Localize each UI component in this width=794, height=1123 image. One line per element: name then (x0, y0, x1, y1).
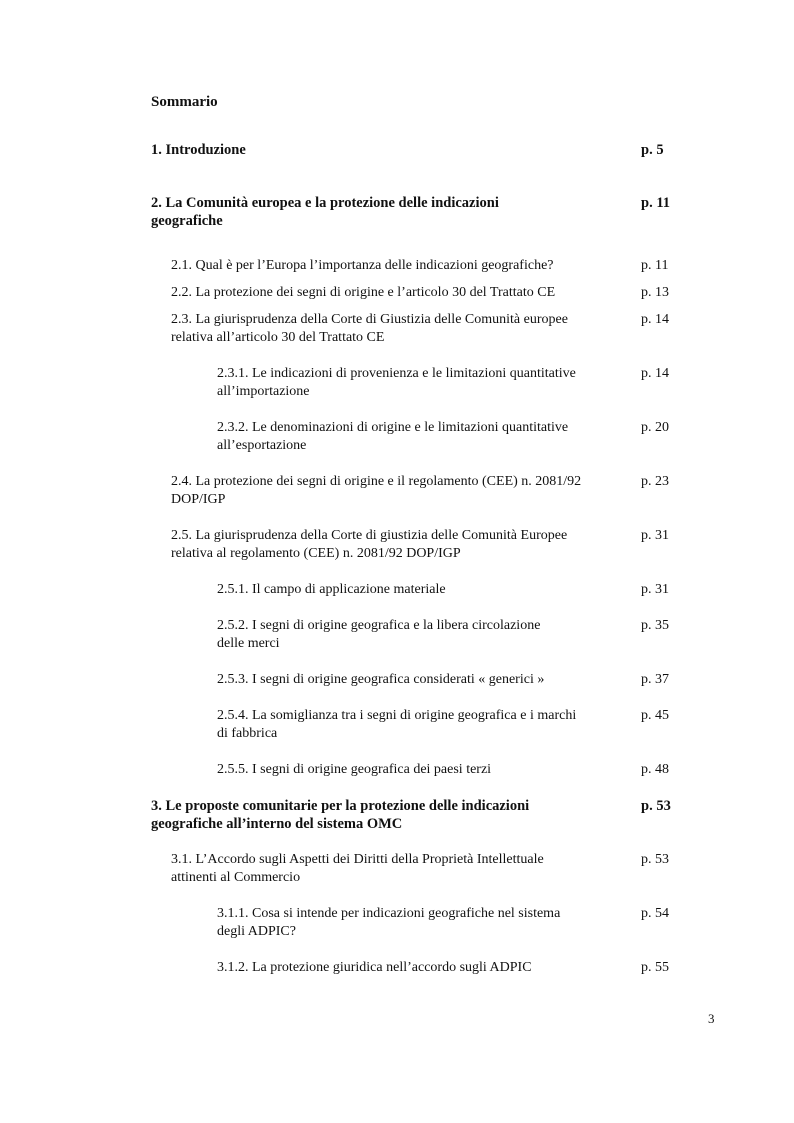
toc-entry-page: p. 35 (641, 618, 669, 633)
toc-entry-text: 3.1. L’Accordo sugli Aspetti dei Diritti della Proprietà Intellettuale (171, 852, 544, 867)
toc-entry-text: 2.4. La protezione dei segni di origine e il regolamento (CEE) n. 2081/92 (171, 474, 582, 489)
toc-entry-text: 2.3. La giurisprudenza della Corte di Giustizia delle Comunità europee (171, 312, 568, 327)
toc-entry-page: p. 20 (641, 420, 669, 435)
toc-entry-text: 3.1.1. Cosa si intende per indicazioni geografiche nel sistema (217, 906, 561, 921)
toc-entry-page: p. 55 (641, 960, 669, 975)
toc-entry-2-3-2 (217, 419, 669, 455)
toc-entry-2-5-5 (217, 761, 669, 779)
toc-entry-text-continued: attinenti al Commercio (171, 870, 301, 885)
toc-entry-page: p. 31 (641, 528, 669, 543)
toc-entry-2-3 (171, 311, 669, 347)
toc-entry-2-1 (171, 257, 669, 275)
toc-entry-page: p. 53 (641, 798, 671, 814)
toc-entry-3-1-2 (217, 959, 669, 977)
toc-entry-text: 2.5. La giurisprudenza della Corte di giustizia delle Comunità Europee (171, 528, 568, 543)
toc-entry-text: 1. Introduzione (151, 142, 246, 158)
toc-entry-page: p. 11 (641, 195, 671, 211)
toc-entry-page: p. 53 (641, 852, 669, 867)
toc-entry-text: 2.3.1. Le indicazioni di provenienza e le limitazioni quantitative (217, 366, 576, 381)
toc-entry-text: 2.3.2. Le denominazioni di origine e le limitazioni quantitative (217, 420, 569, 435)
toc-entry-text-continued: delle merci (217, 636, 280, 651)
toc-entry-page: p. 48 (641, 762, 669, 777)
toc-entry-text: 2.5.5. I segni di origine geografica dei paesi terzi (217, 762, 492, 777)
toc-entry-1 (151, 141, 664, 159)
toc-entry-text-continued: geografiche all’interno del sistema OMC (151, 816, 403, 832)
toc-entry-2-3-1 (217, 365, 669, 401)
toc-entry-page: p. 11 (641, 258, 669, 273)
toc-entry-3-1-1 (217, 905, 669, 941)
toc-entry-2-5-3 (217, 671, 669, 689)
toc-entry-text: 3.1.2. La protezione giuridica nell’accordo sugli ADPIC (217, 960, 532, 975)
toc-entry-2-5 (171, 527, 669, 563)
toc-entry-text: 2. La Comunità europea e la protezione delle indicazioni (151, 195, 499, 211)
toc-entry-text: 3. Le proposte comunitarie per la protezione delle indicazioni (151, 798, 530, 814)
toc-entry-text: 2.5.3. I segni di origine geografica considerati « generici » (217, 672, 545, 687)
toc-entry-3-1 (171, 851, 669, 887)
toc-entry-text-continued: relativa al regolamento (CEE) n. 2081/92 DOP/IGP (171, 546, 461, 561)
toc-entry-2 (151, 194, 671, 230)
toc-entry-page: p. 31 (641, 582, 669, 597)
toc-entry-text-continued: di fabbrica (217, 726, 278, 741)
toc-entry-text: 2.5.4. La somiglianza tra i segni di origine geografica e i marchi (217, 708, 577, 723)
toc-entry-text: 2.5.2. I segni di origine geografica e la libera circolazione (217, 618, 541, 633)
toc-entry-page: p. 37 (641, 672, 669, 687)
toc-entry-2-5-1 (217, 581, 669, 599)
toc-entry-2-4 (171, 473, 669, 509)
page-number: 3 (708, 1011, 715, 1026)
toc-title: Sommario (151, 94, 218, 110)
toc-entry-page: p. 45 (641, 708, 669, 723)
toc-entry-page: p. 13 (641, 285, 669, 300)
toc-entry-text-continued: geografiche (151, 213, 223, 229)
toc-entry-page: p. 23 (641, 474, 669, 489)
toc-entry-page: p. 5 (641, 142, 664, 158)
toc-entry-text-continued: all’esportazione (217, 438, 307, 453)
toc-entry-text-continued: DOP/IGP (171, 492, 226, 507)
toc-entry-text: 2.1. Qual è per l’Europa l’importanza delle indicazioni geografiche? (171, 258, 554, 273)
toc-entry-text-continued: relativa all’articolo 30 del Trattato CE (171, 330, 385, 345)
toc-entry-text-continued: degli ADPIC? (217, 924, 296, 939)
toc-entry-2-5-4 (217, 707, 669, 743)
toc-entry-2-5-2 (217, 617, 669, 653)
toc-entry-text: 2.2. La protezione dei segni di origine e l’articolo 30 del Trattato CE (171, 285, 556, 300)
toc-entry-2-2 (171, 284, 669, 302)
toc-entry-text-continued: all’importazione (217, 384, 310, 399)
toc-entry-page: p. 14 (641, 366, 669, 381)
toc-entry-page: p. 54 (641, 906, 669, 921)
toc-entry-3 (151, 797, 671, 833)
toc-entry-text: 2.5.1. Il campo di applicazione materiale (217, 582, 446, 597)
toc-entry-page: p. 14 (641, 312, 669, 327)
